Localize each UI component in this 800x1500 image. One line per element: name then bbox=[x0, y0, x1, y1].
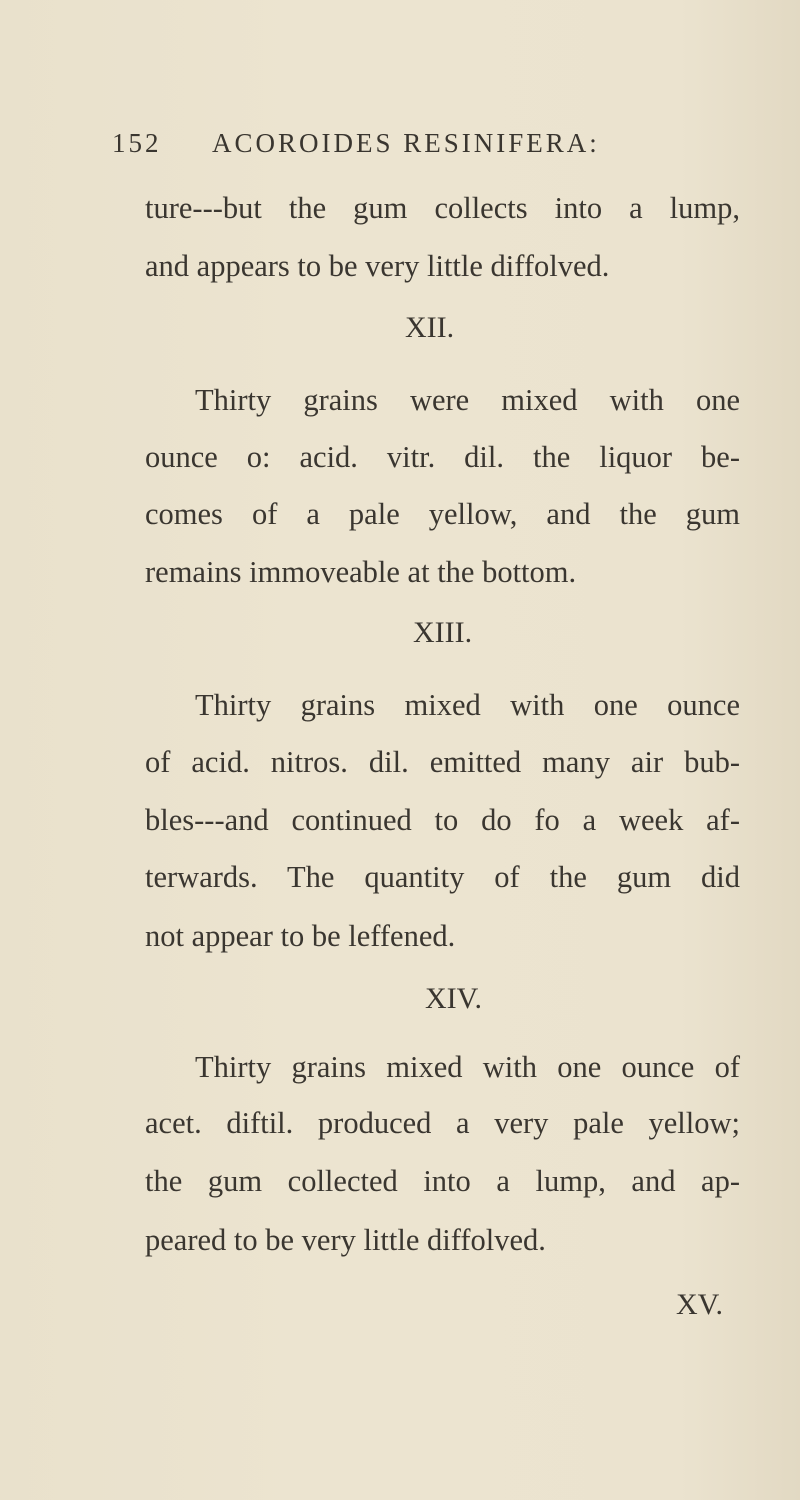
text-line: the gum collected into a lump, and ap- bbox=[145, 1164, 740, 1198]
section-heading-xii: XII. bbox=[405, 311, 455, 344]
text-line: peared to be very little diffolved. bbox=[145, 1223, 546, 1257]
text-line: Thirty grains mixed with one ounce bbox=[195, 688, 740, 722]
text-line: and appears to be very little diffolved. bbox=[145, 249, 610, 283]
section-heading-xiii: XIII. bbox=[413, 616, 473, 649]
running-head bbox=[112, 128, 672, 168]
text-line: ounce o: acid. vitr. dil. the liquor be- bbox=[145, 440, 740, 474]
text-line: not appear to be leffened. bbox=[145, 919, 456, 953]
text-line: ture---but the gum collects into a lump, bbox=[145, 191, 740, 225]
page-number: 152 bbox=[112, 128, 162, 158]
text-line: bles---and continued to do fo a week af- bbox=[145, 803, 740, 837]
section-heading-xv: XV. bbox=[676, 1288, 723, 1321]
text-line: Thirty grains were mixed with one bbox=[195, 383, 740, 417]
text-line: comes of a pale yellow, and the gum bbox=[145, 497, 740, 531]
text-line: acet. diftil. produced a very pale yellow; bbox=[145, 1106, 740, 1140]
section-heading-xiv: XIV. bbox=[425, 982, 482, 1015]
text-line: terwards. The quantity of the gum did bbox=[145, 860, 740, 894]
text-line: remains immoveable at the bottom. bbox=[145, 555, 577, 589]
text-line: of acid. nitros. dil. emitted many air bub- bbox=[145, 745, 740, 779]
text-line: Thirty grains mixed with one ounce of bbox=[195, 1050, 740, 1084]
running-title: ACOROIDES RESINIFERA: bbox=[212, 128, 600, 158]
